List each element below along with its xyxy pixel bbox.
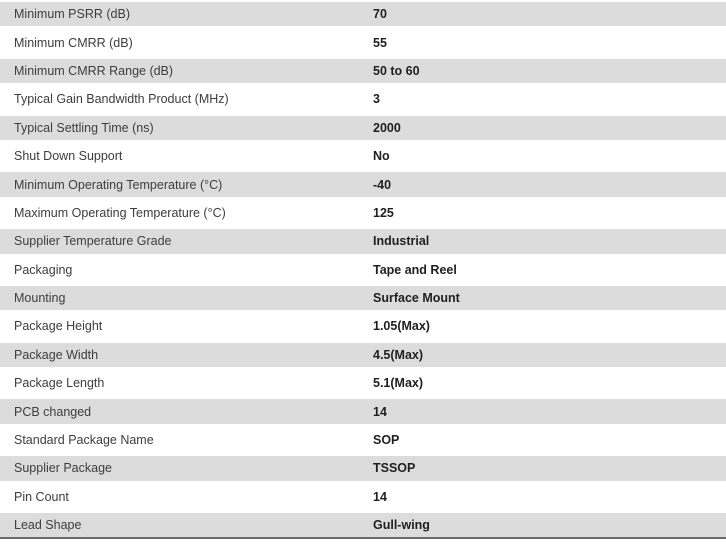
spec-label: Maximum Operating Temperature (°C) (14, 205, 226, 220)
spec-value: TSSOP (373, 461, 416, 476)
table-row (0, 85, 726, 113)
spec-value: Surface Mount (373, 291, 460, 306)
spec-label: Package Width (14, 347, 99, 362)
spec-value: 14 (373, 489, 387, 504)
table-row (0, 57, 726, 85)
table-row (0, 483, 726, 511)
spec-label: PCB changed (14, 404, 92, 419)
spec-label: Packaging (14, 262, 73, 277)
table-row (0, 256, 726, 284)
table-row (0, 454, 726, 482)
spec-value: 125 (373, 205, 394, 220)
spec-label: Minimum CMRR (dB) (14, 35, 133, 50)
spec-label: Supplier Temperature Grade (14, 234, 172, 249)
spec-value: -40 (373, 177, 392, 192)
spec-label: Package Length (14, 376, 105, 391)
spec-value: Industrial (373, 234, 430, 249)
table-row (0, 227, 726, 255)
table-row (0, 397, 726, 425)
table-row (0, 170, 726, 198)
spec-label: Lead Shape (14, 518, 82, 533)
spec-value: Tape and Reel (373, 262, 457, 277)
spec-label: Minimum CMRR Range (dB) (14, 63, 174, 78)
spec-label: Typical Gain Bandwidth Product (MHz) (14, 92, 229, 107)
spec-label: Shut Down Support (14, 149, 123, 164)
spec-value: 70 (373, 7, 387, 22)
table-row (0, 28, 726, 56)
spec-value: 2000 (373, 120, 401, 135)
table-bottom-rule (0, 537, 726, 539)
spec-label: Supplier Package (14, 461, 112, 476)
table-row (0, 369, 726, 397)
table-row (0, 142, 726, 170)
spec-value: 55 (373, 35, 387, 50)
spec-label: Typical Settling Time (ns) (14, 120, 154, 135)
spec-value: 4.5(Max) (373, 347, 424, 362)
spec-value: No (373, 149, 390, 164)
table-row (0, 341, 726, 369)
spec-value: 14 (373, 404, 387, 419)
spec-label: Pin Count (14, 489, 69, 504)
table-row (0, 426, 726, 454)
spec-value: 50 to 60 (373, 63, 420, 78)
spec-label: Mounting (14, 291, 66, 306)
spec-value: 3 (373, 92, 380, 107)
spec-label: Minimum Operating Temperature (°C) (14, 177, 223, 192)
spec-label: Standard Package Name (14, 433, 154, 448)
table-row (0, 312, 726, 340)
spec-value: SOP (373, 433, 400, 448)
table-row (0, 284, 726, 312)
spec-label: Minimum PSRR (dB) (14, 7, 130, 22)
spec-value: 1.05(Max) (373, 319, 430, 334)
spec-value: Gull-wing (373, 518, 430, 533)
table-row (0, 0, 726, 28)
table-row (0, 199, 726, 227)
spec-label: Package Height (14, 319, 103, 334)
spec-value: 5.1(Max) (373, 376, 424, 391)
table-row (0, 511, 726, 539)
table-row (0, 114, 726, 142)
